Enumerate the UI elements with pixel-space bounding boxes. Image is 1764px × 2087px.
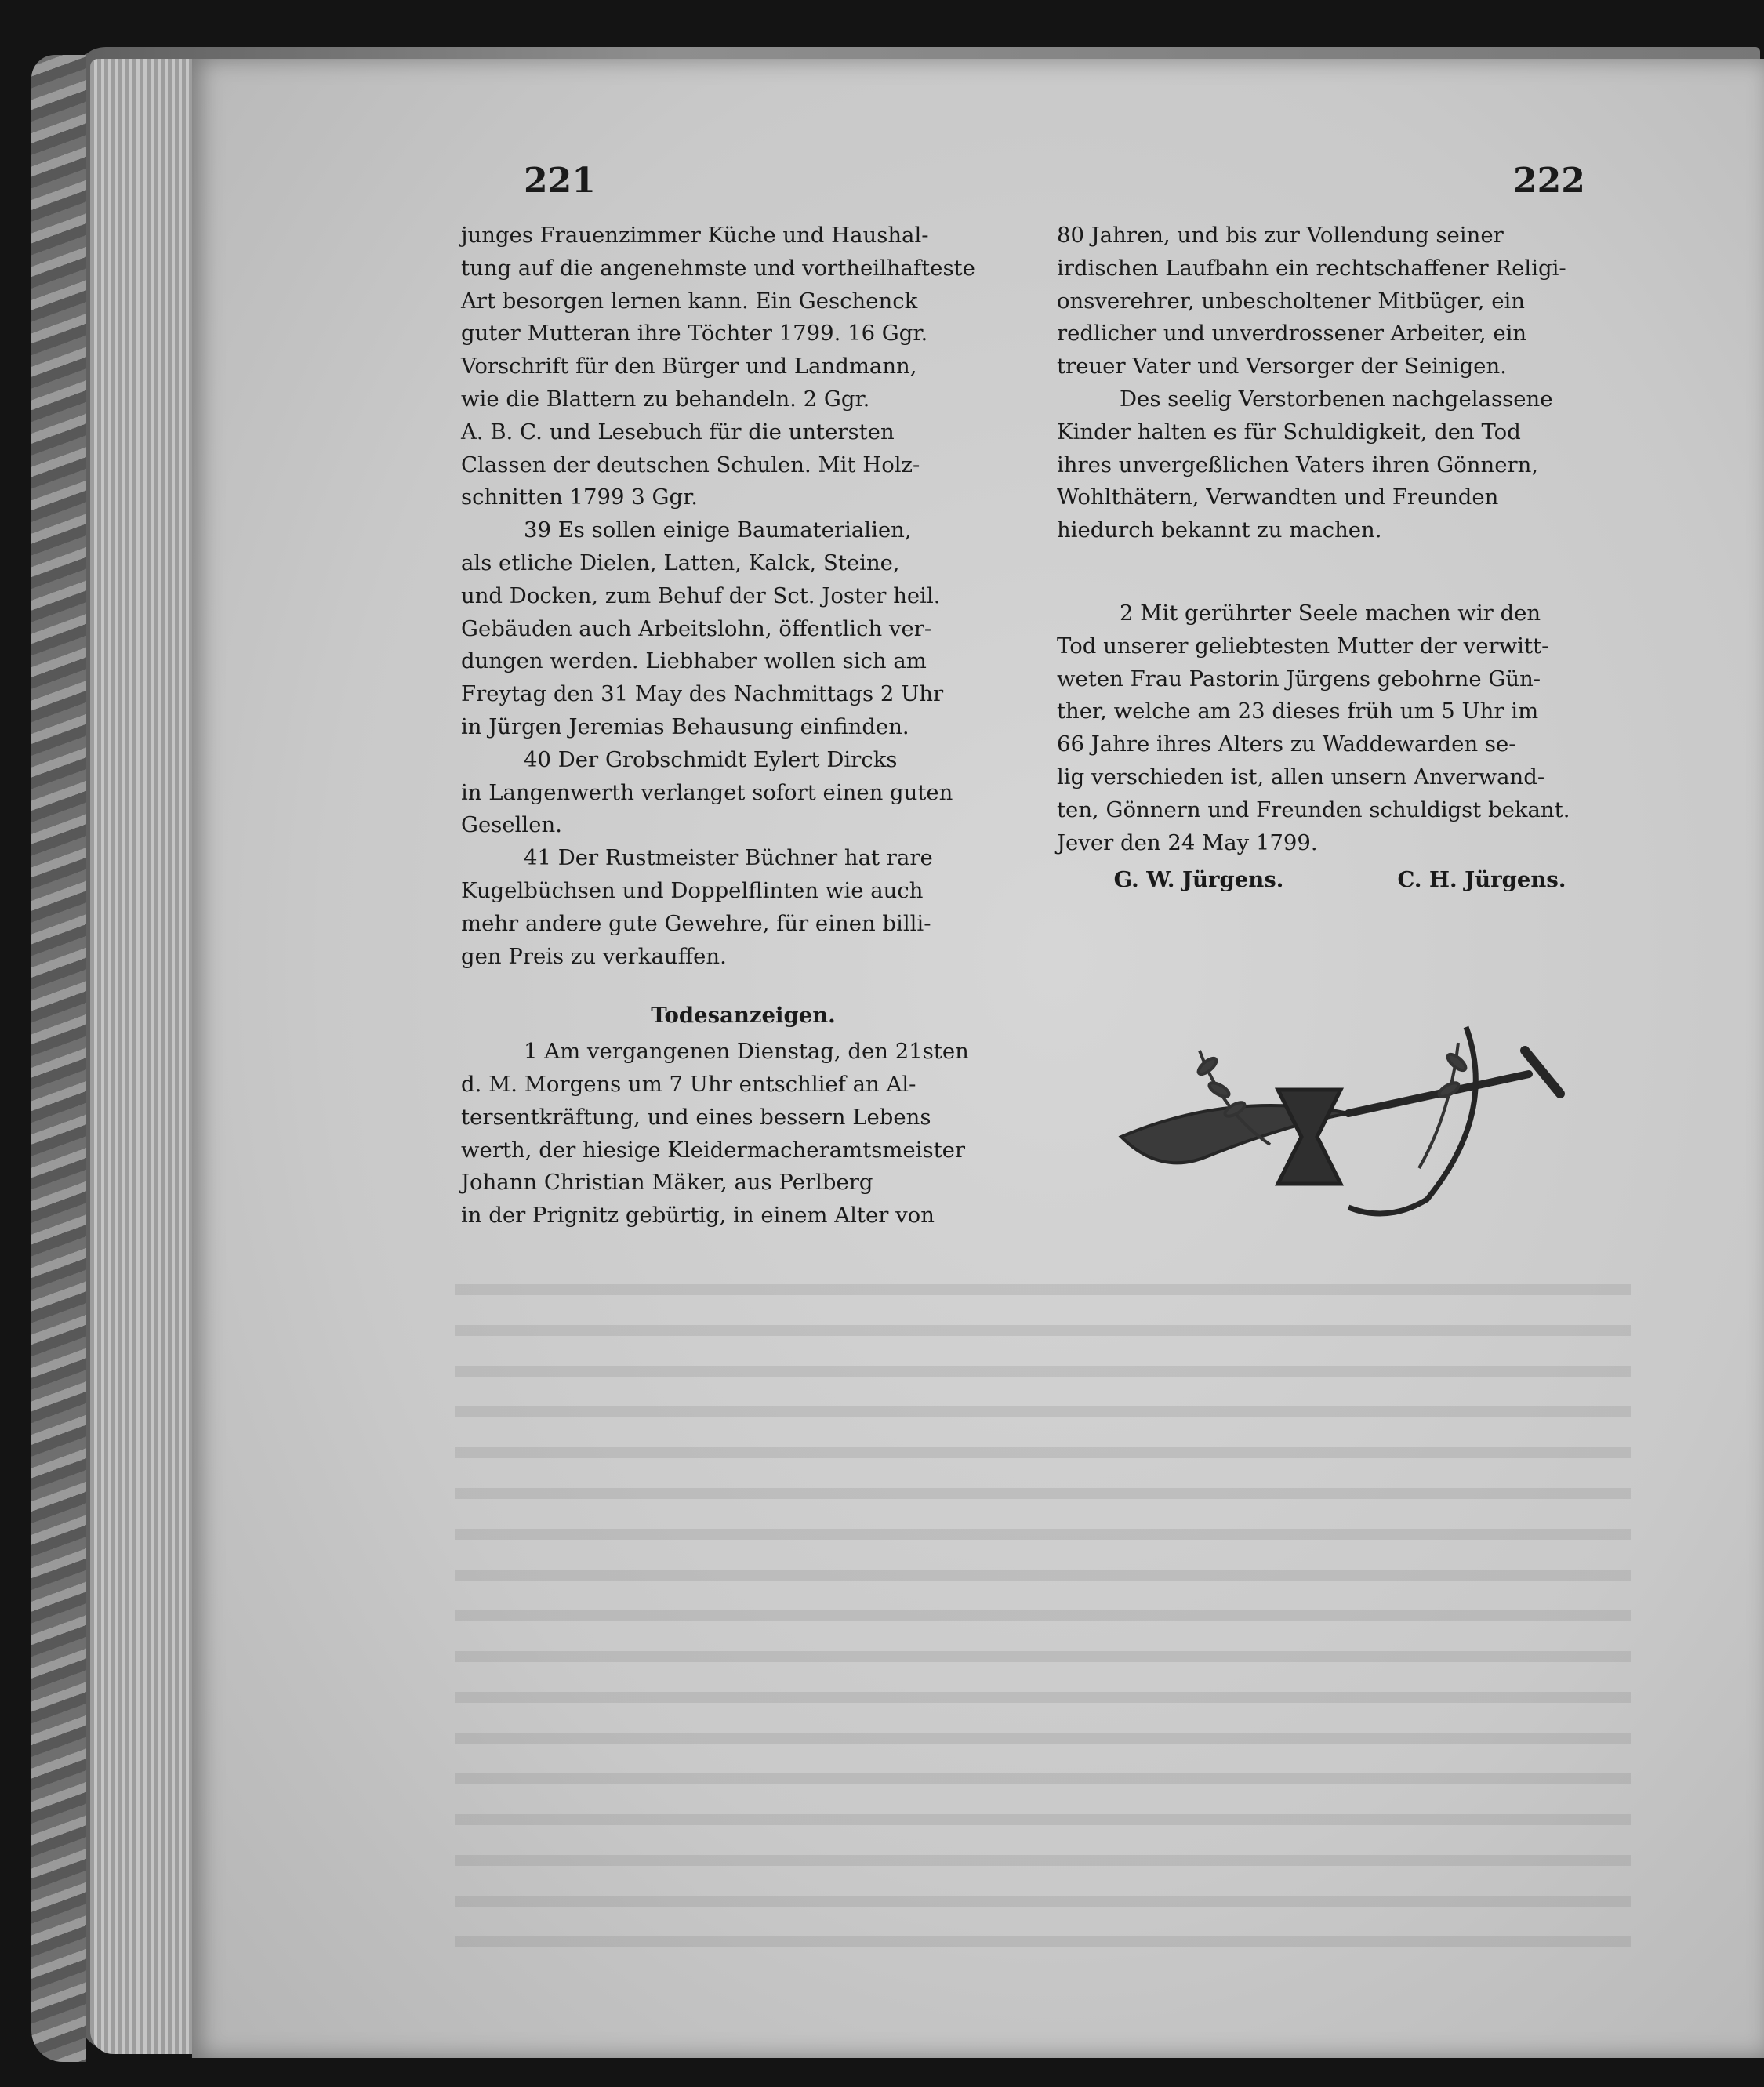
death-notice-1-family-line: Des seelig Verstorbenen nachgelassene: [1120, 386, 1553, 412]
ad-39-line: dungen werden. Liebhaber wollen sich am: [461, 648, 927, 674]
text-line: Art besorgen lernen kann. Ein Geschenck: [461, 288, 918, 314]
death-notice-1-line: werth, der hiesige Kleidermacheramtsmeister: [461, 1137, 966, 1163]
death-notice-2-line: weten Frau Pastorin Jürgens gebohrne Gün-: [1057, 666, 1541, 691]
text-line: Classen der deutschen Schulen. Mit Holz-: [461, 452, 920, 477]
death-notice-2-line: ten, Gönnern und Freunden schuldigst bekant.: [1057, 797, 1570, 822]
scythe-icon: [1121, 1051, 1560, 1163]
signature-c-h-juergens: C. H. Jürgens.: [1397, 867, 1566, 893]
text-line: schnitten 1799 3 Ggr.: [461, 485, 698, 510]
death-notice-2-line: Jever den 24 May 1799.: [1057, 829, 1318, 855]
death-notice-1-line: treuer Vater und Versorger der Seinigen.: [1057, 354, 1507, 379]
ad-39-line: Gebäuden auch Arbeitslohn, öffentlich ver-: [461, 615, 932, 641]
section-heading-todesanzeigen: Todesanzeigen.: [651, 1003, 836, 1029]
right-text-column: [1057, 220, 1623, 897]
text-line: A. B. C. und Lesebuch für die untersten: [461, 419, 895, 445]
ad-40-line: 40 Der Grobschmidt Eylert Dircks: [524, 746, 898, 772]
death-notice-1-line: tersentkräftung, und eines bessern Lebens: [461, 1104, 931, 1130]
page-number-right: 222: [1513, 161, 1585, 201]
text-line: tung auf die angenehmste und vortheilhafteste: [461, 255, 975, 281]
text-line: junges Frauenzimmer Küche und Haushal-: [461, 223, 929, 248]
left-text-column: [461, 220, 1025, 1232]
death-notice-1-line: Johann Christian Mäker, aus Perlberg: [461, 1170, 873, 1196]
ad-39-line: Freytag den 31 May des Nachmittags 2 Uhr: [461, 681, 944, 707]
page-stack-edges: [90, 59, 200, 2054]
death-notice-1-family-line: hiedurch bekannt zu machen.: [1057, 517, 1382, 543]
hourglass-icon: [1278, 1090, 1341, 1184]
death-notice-1-family-line: ihres unvergeßlichen Vaters ihren Gönnern,: [1057, 452, 1539, 477]
death-notice-2-line: lig verschieden ist, allen unsern Anverwand-: [1057, 764, 1545, 789]
ad-41-line: gen Preis zu verkauffen.: [461, 943, 727, 969]
text-line: wie die Blattern zu behandeln. 2 Ggr.: [461, 386, 870, 412]
ad-40-line: Gesellen.: [461, 812, 562, 838]
death-notice-1-line: in der Prignitz gebürtig, in einem Alter von: [461, 1203, 935, 1229]
death-notice-1-family-line: Kinder halten es für Schuldigkeit, den Tod: [1057, 419, 1521, 445]
page-number-left: 221: [524, 161, 596, 201]
death-notice-1-line: d. M. Morgens um 7 Uhr entschlief an Al-: [461, 1071, 916, 1097]
death-notice-1-line: 1 Am vergangenen Dienstag, den 21sten: [524, 1039, 969, 1065]
death-notice-2-line: ther, welche am 23 dieses früh um 5 Uhr im: [1057, 699, 1539, 724]
death-notice-2-line: Tod unserer geliebtesten Mutter der verwitt-: [1057, 633, 1549, 659]
ad-41-line: 41 Der Rustmeister Büchner hat rare: [524, 845, 933, 871]
death-notice-2-line: 2 Mit gerührter Seele machen wir den: [1120, 600, 1541, 626]
death-notice-1-line: redlicher und unverdrossener Arbeiter, ein: [1057, 321, 1527, 347]
marbled-book-cover: [31, 55, 86, 2062]
signature-g-w-juergens: G. W. Jürgens.: [1113, 867, 1284, 893]
show-through-text: [455, 1254, 1631, 1960]
ad-41-line: Kugelbüchsen und Doppelflinten wie auch: [461, 877, 924, 903]
ad-41-line: mehr andere gute Gewehre, für einen billi-: [461, 910, 931, 936]
text-line: Vorschrift für den Bürger und Landmann,: [461, 354, 917, 379]
ad-39-line: in Jürgen Jeremias Behausung einfinden.: [461, 713, 909, 739]
death-vignette-illustration: [1090, 1019, 1639, 1254]
signature-line: [1057, 864, 1623, 897]
ad-39-line: 39 Es sollen einige Baumaterialien,: [524, 517, 912, 543]
text-line: guter Mutteran ihre Töchter 1799. 16 Ggr.: [461, 321, 928, 347]
ad-40-line: in Langenwerth verlanget sofort einen guten: [461, 779, 953, 805]
death-notice-1-line: 80 Jahren, und bis zur Vollendung seiner: [1057, 223, 1504, 248]
death-notice-1-line: irdischen Laufbahn ein rechtschaffener Religi-: [1057, 255, 1566, 281]
ad-39-line: und Docken, zum Behuf der Sct. Joster heil.: [461, 583, 941, 608]
ad-39-line: als etliche Dielen, Latten, Kalck, Steine,: [461, 550, 900, 575]
death-notice-2-line: 66 Jahre ihres Alters zu Waddewarden se-: [1057, 731, 1516, 757]
death-notice-1-family-line: Wohlthätern, Verwandten und Freunden: [1057, 485, 1499, 510]
death-notice-1-line: onsverehrer, unbescholtener Mitbüger, ein: [1057, 288, 1526, 314]
